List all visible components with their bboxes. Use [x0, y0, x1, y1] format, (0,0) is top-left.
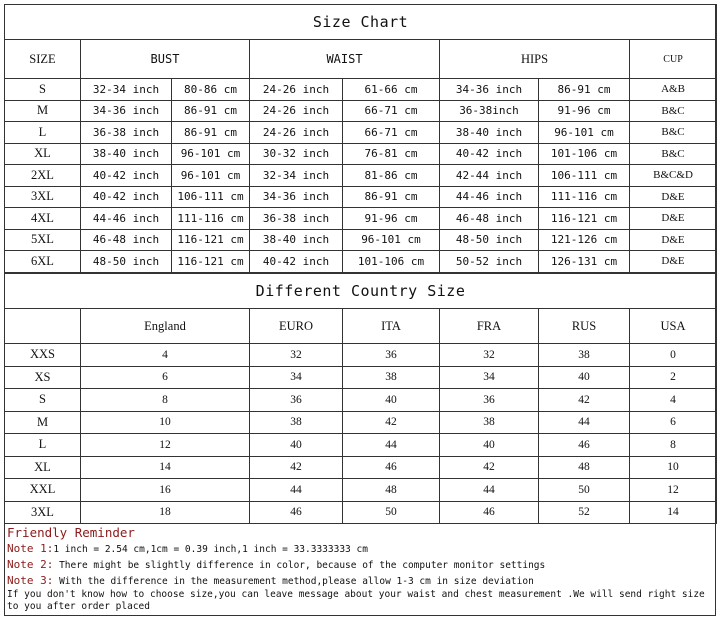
cell-cup: D&E	[630, 186, 717, 208]
cell-hips-in: 50-52 inch	[440, 251, 539, 273]
cell-hips-cm: 111-116 cm	[539, 186, 630, 208]
cell-waist-cm: 66-71 cm	[343, 100, 440, 122]
cell-bust-cm: 116-121 cm	[172, 229, 250, 251]
cell-value: 40	[343, 389, 440, 412]
table-row	[5, 79, 717, 101]
cell-value: 14	[630, 501, 717, 524]
cell-hips-cm: 96-101 cm	[539, 122, 630, 144]
country-header-cell: England	[81, 309, 250, 344]
table-row	[5, 229, 717, 251]
cell-waist-cm: 96-101 cm	[343, 229, 440, 251]
cell-hips-in: 36-38inch	[440, 100, 539, 122]
cell-size: S	[5, 79, 81, 101]
cell-hips-in: 42-44 inch	[440, 165, 539, 187]
country-size-body	[5, 344, 717, 524]
cell-bust-cm: 111-116 cm	[172, 208, 250, 230]
cell-value: 44	[539, 411, 630, 434]
cell-cup: D&E	[630, 229, 717, 251]
cell-size: M	[5, 100, 81, 122]
cell-bust-cm: 86-91 cm	[172, 100, 250, 122]
cell-bust-in: 40-42 inch	[81, 186, 172, 208]
header-bust: BUST	[81, 40, 250, 79]
cell-value: 12	[81, 434, 250, 457]
size-chart-sheet	[4, 4, 716, 616]
header-waist: WAIST	[250, 40, 440, 79]
cell-value: 36	[343, 344, 440, 367]
cell-value: 50	[343, 501, 440, 524]
cell-value: 38	[440, 411, 539, 434]
note-1	[7, 541, 713, 557]
cell-hips-in: 46-48 inch	[440, 208, 539, 230]
country-header-cell: FRA	[440, 309, 539, 344]
cell-value: 46	[539, 434, 630, 457]
cell-cup: D&E	[630, 208, 717, 230]
cell-size: 6XL	[5, 251, 81, 273]
cell-bust-in: 34-36 inch	[81, 100, 172, 122]
cell-value: 44	[250, 479, 343, 502]
cell-value: 8	[630, 434, 717, 457]
cell-size: L	[5, 434, 81, 457]
cell-hips-in: 34-36 inch	[440, 79, 539, 101]
cell-cup: D&E	[630, 251, 717, 273]
cell-value: 8	[81, 389, 250, 412]
cell-waist-cm: 101-106 cm	[343, 251, 440, 273]
country-header-cell: USA	[630, 309, 717, 344]
friendly-reminder	[7, 524, 713, 613]
cell-hips-cm: 126-131 cm	[539, 251, 630, 273]
cell-bust-cm: 106-111 cm	[172, 186, 250, 208]
reminder-heading: Friendly Reminder	[7, 525, 135, 540]
note-2-label: Note 2:	[7, 558, 54, 571]
table-row	[5, 344, 717, 367]
cell-value: 42	[440, 456, 539, 479]
size-chart-body	[5, 79, 717, 273]
cell-waist-in: 24-26 inch	[250, 122, 343, 144]
cell-value: 38	[250, 411, 343, 434]
cell-value: 46	[440, 501, 539, 524]
cell-waist-cm: 61-66 cm	[343, 79, 440, 101]
size-chart-table	[4, 4, 717, 273]
cell-value: 46	[343, 456, 440, 479]
country-size-table	[4, 273, 717, 524]
cell-value: 46	[250, 501, 343, 524]
cell-value: 12	[630, 479, 717, 502]
header-size: SIZE	[5, 40, 81, 79]
cell-waist-in: 32-34 inch	[250, 165, 343, 187]
cell-waist-cm: 86-91 cm	[343, 186, 440, 208]
header-hips: HIPS	[440, 40, 630, 79]
cell-hips-cm: 91-96 cm	[539, 100, 630, 122]
cell-size: 5XL	[5, 229, 81, 251]
table-row	[5, 411, 717, 434]
cell-hips-cm: 116-121 cm	[539, 208, 630, 230]
cell-value: 6	[630, 411, 717, 434]
cell-bust-in: 46-48 inch	[81, 229, 172, 251]
cell-bust-in: 44-46 inch	[81, 208, 172, 230]
country-size-header-row	[5, 309, 717, 344]
cell-bust-cm: 80-86 cm	[172, 79, 250, 101]
table-row	[5, 366, 717, 389]
cell-size: 3XL	[5, 501, 81, 524]
cell-hips-in: 48-50 inch	[440, 229, 539, 251]
cell-size: 4XL	[5, 208, 81, 230]
table-row	[5, 186, 717, 208]
cell-value: 34	[250, 366, 343, 389]
cell-value: 32	[440, 344, 539, 367]
cell-waist-in: 24-26 inch	[250, 79, 343, 101]
cell-bust-in: 38-40 inch	[81, 143, 172, 165]
cell-value: 18	[81, 501, 250, 524]
cell-hips-cm: 86-91 cm	[539, 79, 630, 101]
table-row	[5, 501, 717, 524]
cell-value: 16	[81, 479, 250, 502]
cell-waist-in: 24-26 inch	[250, 100, 343, 122]
country-size-title: Different Country Size	[5, 274, 717, 309]
cell-size: XS	[5, 366, 81, 389]
cell-hips-cm: 121-126 cm	[539, 229, 630, 251]
cell-value: 2	[630, 366, 717, 389]
cell-hips-cm: 101-106 cm	[539, 143, 630, 165]
cell-bust-in: 32-34 inch	[81, 79, 172, 101]
table-row	[5, 122, 717, 144]
cell-cup: B&C	[630, 100, 717, 122]
cell-hips-cm: 106-111 cm	[539, 165, 630, 187]
cell-value: 10	[81, 411, 250, 434]
cell-bust-in: 48-50 inch	[81, 251, 172, 273]
cell-waist-cm: 91-96 cm	[343, 208, 440, 230]
cell-value: 40	[250, 434, 343, 457]
cell-value: 4	[81, 344, 250, 367]
cell-value: 32	[250, 344, 343, 367]
cell-size: L	[5, 122, 81, 144]
cell-value: 50	[539, 479, 630, 502]
header-cup: CUP	[630, 40, 717, 79]
cell-cup: A&B	[630, 79, 717, 101]
cell-size: XXS	[5, 344, 81, 367]
cell-value: 42	[539, 389, 630, 412]
note-3	[7, 573, 713, 589]
cell-value: 48	[539, 456, 630, 479]
cell-value: 38	[343, 366, 440, 389]
note-3-label: Note 3:	[7, 574, 54, 587]
cell-value: 42	[343, 411, 440, 434]
cell-bust-cm: 86-91 cm	[172, 122, 250, 144]
note-3-text: With the difference in the measurement method,please allow 1-3 cm in size deviation	[53, 576, 534, 587]
table-row	[5, 208, 717, 230]
cell-waist-cm: 66-71 cm	[343, 122, 440, 144]
cell-bust-in: 40-42 inch	[81, 165, 172, 187]
cell-size: XL	[5, 143, 81, 165]
cell-waist-in: 30-32 inch	[250, 143, 343, 165]
cell-waist-cm: 76-81 cm	[343, 143, 440, 165]
cell-value: 48	[343, 479, 440, 502]
cell-hips-in: 38-40 inch	[440, 122, 539, 144]
cell-waist-in: 36-38 inch	[250, 208, 343, 230]
table-row	[5, 389, 717, 412]
cell-size: S	[5, 389, 81, 412]
cell-bust-cm: 96-101 cm	[172, 143, 250, 165]
note-2	[7, 557, 713, 573]
cell-value: 40	[539, 366, 630, 389]
cell-value: 36	[440, 389, 539, 412]
country-header-cell: EURO	[250, 309, 343, 344]
cell-waist-in: 40-42 inch	[250, 251, 343, 273]
table-row	[5, 479, 717, 502]
cell-size: 2XL	[5, 165, 81, 187]
note-1-text: 1 inch = 2.54 cm,1cm = 0.39 inch,1 inch = 33.3333333 cm	[53, 544, 368, 555]
cell-bust-cm: 96-101 cm	[172, 165, 250, 187]
cell-cup: B&C	[630, 143, 717, 165]
cell-waist-in: 38-40 inch	[250, 229, 343, 251]
cell-value: 6	[81, 366, 250, 389]
table-row	[5, 456, 717, 479]
cell-size: M	[5, 411, 81, 434]
cell-size: XL	[5, 456, 81, 479]
cell-value: 14	[81, 456, 250, 479]
cell-value: 40	[440, 434, 539, 457]
cell-value: 44	[440, 479, 539, 502]
country-header-cell: RUS	[539, 309, 630, 344]
cell-value: 44	[343, 434, 440, 457]
table-row	[5, 100, 717, 122]
cell-value: 52	[539, 501, 630, 524]
note-2-text: There might be slightly difference in color, because of the computer monitor settings	[53, 560, 546, 571]
cell-value: 0	[630, 344, 717, 367]
cell-value: 4	[630, 389, 717, 412]
country-header-blank	[5, 309, 81, 344]
cell-cup: B&C&D	[630, 165, 717, 187]
cell-cup: B&C	[630, 122, 717, 144]
table-row	[5, 143, 717, 165]
cell-bust-cm: 116-121 cm	[172, 251, 250, 273]
table-row	[5, 251, 717, 273]
country-header-cell: ITA	[343, 309, 440, 344]
cell-bust-in: 36-38 inch	[81, 122, 172, 144]
cell-value: 42	[250, 456, 343, 479]
cell-size: 3XL	[5, 186, 81, 208]
size-chart-title: Size Chart	[5, 5, 717, 40]
size-chart-header-row	[5, 40, 717, 79]
cell-value: 38	[539, 344, 630, 367]
cell-value: 34	[440, 366, 539, 389]
note-1-label: Note 1:	[7, 542, 54, 555]
cell-size: XXL	[5, 479, 81, 502]
cell-value: 10	[630, 456, 717, 479]
footer-message: If you don't know how to choose size,you can leave message about your waist and chest measurement .We will send right size to you after order placed	[7, 589, 705, 612]
cell-hips-in: 44-46 inch	[440, 186, 539, 208]
cell-hips-in: 40-42 inch	[440, 143, 539, 165]
cell-waist-in: 34-36 inch	[250, 186, 343, 208]
table-row	[5, 434, 717, 457]
table-row	[5, 165, 717, 187]
cell-value: 36	[250, 389, 343, 412]
cell-waist-cm: 81-86 cm	[343, 165, 440, 187]
